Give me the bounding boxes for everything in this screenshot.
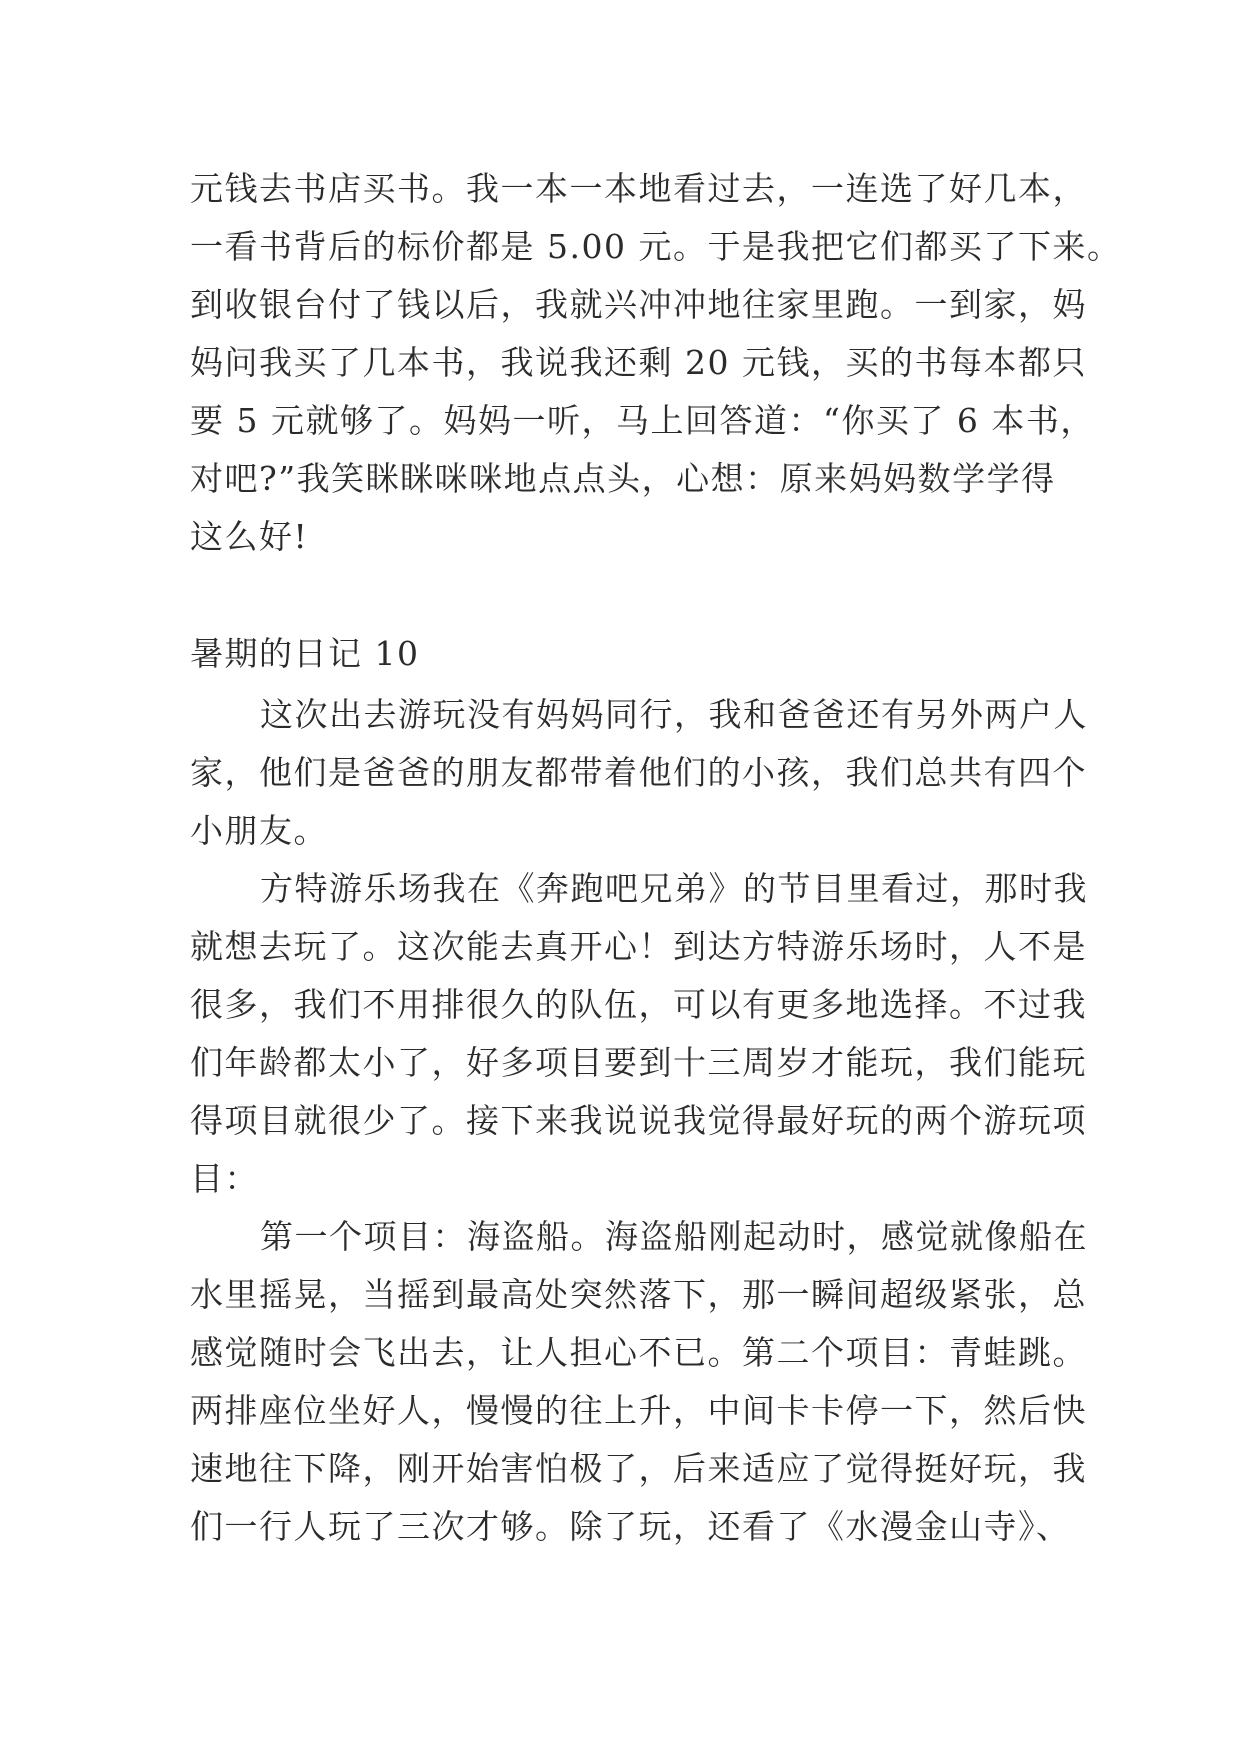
text-line: 两排座位坐好人，慢慢的往上升，中间卡卡停一下，然后快 [190, 1391, 1087, 1430]
section-heading: 暑期的日记 10 [190, 634, 420, 673]
text-line: 元钱去书店买书。我一本一本地看过去，一连选了好几本， [190, 169, 1087, 208]
text-line: 目： [190, 1159, 259, 1198]
text-line: 小朋友。 [190, 811, 328, 850]
text-line: 们年龄都太小了，好多项目要到十三周岁才能玩，我们能玩 [190, 1043, 1087, 1082]
paragraph-first-line: 方特游乐场我在《奔跑吧兄弟》的节目里看过，那时我 [260, 869, 1088, 908]
paragraph-first-line: 这次出去游玩没有妈妈同行，我和爸爸还有另外两户人 [260, 695, 1088, 734]
text-line: 一看书背后的标价都是 5.00 元。于是我把它们都买了下来。 [190, 227, 1122, 266]
paragraph-first-line: 第一个项目：海盗船。海盗船刚起动时，感觉就像船在 [260, 1217, 1088, 1256]
section-body [190, 686, 1088, 1556]
text-line: 家，他们是爸爸的朋友都带着他们的小孩，我们总共有四个 [190, 753, 1087, 792]
text-line: 们一行人玩了三次才够。除了玩，还看了《水漫金山寺》、 [190, 1507, 1071, 1546]
text-line: 感觉随时会飞出去，让人担心不已。第二个项目：青蛙跳。 [190, 1333, 1087, 1372]
text-line: 得项目就很少了。接下来我说说我觉得最好玩的两个游玩项 [190, 1101, 1087, 1140]
text-line: 妈问我买了几本书，我说我还剩 20 元钱，买的书每本都只 [190, 343, 1087, 382]
text-line: 对吧?”我笑眯眯咪咪地点点头，心想：原来妈妈数学学得 [190, 459, 1056, 498]
text-line: 速地往下降，刚开始害怕极了，后来适应了觉得挺好玩，我 [190, 1449, 1087, 1488]
text-line: 这么好! [190, 517, 309, 556]
continued-paragraph [190, 160, 1122, 566]
text-line: 就想去玩了。这次能去真开心！到达方特游乐场时，人不是 [190, 927, 1087, 966]
text-line: 水里摇晃，当摇到最高处突然落下，那一瞬间超级紧张，总 [190, 1275, 1087, 1314]
section-heading-wrapper [190, 625, 1070, 683]
text-line: 要 5 元就够了。妈妈一听，马上回答道：“你买了 6 本书， [190, 401, 1095, 440]
text-line: 很多，我们不用排很久的队伍，可以有更多地选择。不过我 [190, 985, 1087, 1024]
text-line: 到收银台付了钱以后，我就兴冲冲地往家里跑。一到家，妈 [190, 285, 1087, 324]
